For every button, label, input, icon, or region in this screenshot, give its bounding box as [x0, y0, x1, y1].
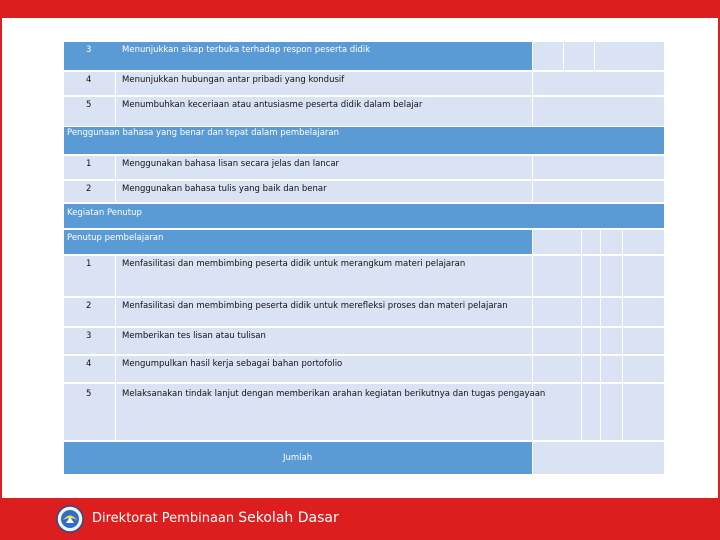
row-number: 3: [86, 45, 92, 55]
row-number: 3: [86, 331, 92, 341]
total-label: Jumlah: [283, 453, 313, 463]
row-text: Menunjukkan sikap terbuka terhadap respon peserta didik: [122, 45, 371, 55]
row-text: Menfasilitasi dan membimbing peserta didik untuk merangkum materi pelajaran: [122, 259, 466, 269]
row-text: Menumbuhkan keceriaan atau antusiasme peserta didik dalam belajar: [122, 100, 423, 110]
section-title: Penutup pembelajaran: [67, 233, 164, 243]
section-header: [64, 204, 664, 228]
table-row: [64, 42, 664, 70]
footer-bold: Sekolah Dasar: [238, 510, 339, 526]
row-text: Menfasilitasi dan membimbing peserta didik untuk merefleksi proses dan materi pelajaran: [122, 301, 508, 311]
left-border: [0, 18, 2, 498]
top-bar: [0, 0, 720, 18]
total-row: [64, 442, 664, 474]
row-number: 1: [86, 259, 92, 269]
table-row: [64, 181, 664, 202]
footer-title: [92, 510, 339, 526]
table-row: [64, 298, 664, 326]
row-text: Menggunakan bahasa lisan secara jelas dan lancar: [122, 159, 340, 169]
row-text: Menunjukkan hubungan antar pribadi yang kondusif: [122, 75, 345, 85]
row-number: 2: [86, 301, 92, 311]
table-row: [64, 256, 664, 296]
row-text: Memberikan tes lisan atau tulisan: [122, 331, 266, 341]
section-title: Penggunaan bahasa yang benar dan tepat dalam pembelajaran: [67, 128, 340, 138]
row-text: Mengumpulkan hasil kerja sebagai bahan portofolio: [122, 359, 343, 369]
row-number: 5: [86, 389, 92, 399]
table-row: [64, 356, 664, 382]
table-row: [64, 156, 664, 179]
row-number: 4: [86, 75, 92, 85]
footer-prefix: Direktorat Pembinaan: [92, 511, 239, 526]
table-row: [64, 384, 664, 440]
row-number: 1: [86, 159, 92, 169]
section-header: [64, 230, 664, 254]
tut-wuri-handayani-logo-icon: [56, 505, 84, 533]
row-text: Melaksanakan tindak lanjut dengan memberikan arahan kegiatan berikutnya dan tugas pengayaan: [122, 389, 546, 399]
table-row: [64, 97, 664, 126]
row-text: Menggunakan bahasa tulis yang baik dan benar: [122, 184, 327, 194]
row-number: 4: [86, 359, 92, 369]
row-number: 5: [86, 100, 92, 110]
section-title: Kegiatan Penutup: [67, 208, 142, 218]
row-number: 2: [86, 184, 92, 194]
section-header: [64, 127, 664, 154]
table-row: [64, 328, 664, 354]
table-row: [64, 72, 664, 95]
